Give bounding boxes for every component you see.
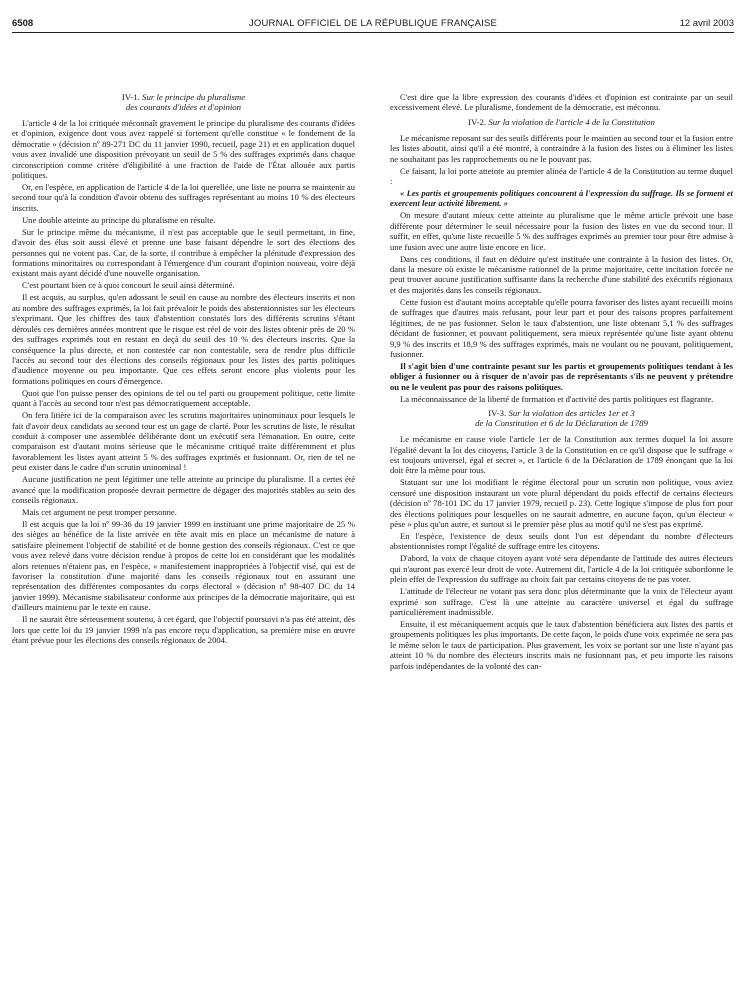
constitution-quote: « Les partis et groupements politiques concourent à l'expression du suffrage. Ils se forment et exercent leur activité librement. » <box>390 188 733 209</box>
page-number: 6508 <box>12 18 34 29</box>
paragraph: Ensuite, il est mécaniquement acquis que le taux d'abstention bénéficiera aux listes des partis et groupements politiques les plus importants. De cette façon, le poids d'une voix exprimée ne sera pas le même selon le taux de participation. Plus gravement, les voix se portant sur une liste n'ayant pas atteint 10 % du nombre des électeurs inscrits mais ne fusionnant pas, et peu importe les raisons parfois indépendantes de la volonté des can- <box>390 619 733 671</box>
heading-line: des courants d'idées et d'opinion <box>125 102 242 112</box>
journal-title: JOURNAL OFFICIEL DE LA RÉPUBLIQUE FRANÇAISE <box>248 18 498 29</box>
paragraph: Le mécanisme reposant sur des seuils différents pour le maintien au second tour et la fusion entre les listes aboutit, ainsi qu'il a été montré, à contraindre à la fusion des listes ou à éliminer les listes ne souhaitant pas les rapprochements ou ne le pouvant pas. <box>390 132 733 164</box>
issue-date: 12 avril 2003 <box>679 18 734 29</box>
section-heading-iv-2 <box>390 117 733 127</box>
paragraph: Sur le principe même du mécanisme, il n'est pas acceptable que le seuil permettant, in fine, d'avoir des élus soit aussi élevé et prenne une base faisant dépendre le sort des élections des personnes qui ne votent pas. Car, de la sorte, il contribue à empêcher la plénitude d'expression des formations minoritaires ou correspondant à l'émergence d'un courant d'opinion nouveau, voire déjà existant mais ayant décidé d'une nouvelle organisation. <box>12 226 355 279</box>
right-column <box>390 92 733 987</box>
heading-line: de la Constitution et 6 de la Déclaration de 1789 <box>475 418 648 429</box>
paragraph: Mais cet argument ne peut tromper personne. <box>22 506 177 517</box>
paragraph: Cette fusion est d'autant moins acceptable qu'elle pourra favoriser des listes ayant recueilli moins de suffrages que d'autres mais refusant, pour leur part et pour des raisons propres parfaitement légitimes, de ne pas fusionner. Selon le taux d'abstention, une liste obtenant 5,1 % des suffrages décidant de fusionner, et pouvant politiquement, sera mieux représentée qu'une liste ayant obtenu 9,9 % des inscrits et 18,9 % des suffrages exprimés, mais ne voulant ou ne pouvant, politiquement, fusionner. <box>390 296 733 359</box>
paragraph: C'est pourtant bien ce à quoi concourt le seuil ainsi déterminé. <box>22 280 235 291</box>
header-rule <box>12 32 734 33</box>
paragraph: D'abord, la voix de chaque citoyen ayant voté sera dépendante de l'attitude des autres électeurs qui n'auront pas exercé leur droit de vote. Autrement dit, l'article 4 de la loi critiquée subordonne le plein effet de l'expression du suffrage au choix fait par certains citoyens de ne pas voter. <box>390 553 733 585</box>
paragraph: Or, en l'espèce, en application de l'article 4 de la loi querellée, une liste ne pourra se maintenir au second tour qu'à la condition d'avoir obtenu des suffrages représentant au moins 10 % des électeurs inscrits. <box>12 182 355 213</box>
heading-number: IV-2. <box>468 116 487 127</box>
left-column <box>12 88 355 983</box>
paragraph: On mesure d'autant mieux cette atteinte au pluralisme que le même article prévoit une base différente pour déterminer le seuil nécessaire pour la fusion des listes en vue du second tour. Il suffit, en effet, qu'une liste recueille 5 % des suffrages exprimés au premier tour pour être admise à une fusion avec une autre liste encore en lice. <box>390 210 733 252</box>
paragraph: C'est dire que la libre expression des courants d'idées et d'opinion est contrainte par un seuil excessivement élevé. Le pluralisme, fondement de la démocratie, est méconnu. <box>390 92 733 113</box>
paragraph: Quoi que l'on puisse penser des opinions de tel ou tel parti ou groupement politique, cette limite quant à l'accès au second tour n'est pas démocratiquement acceptable. <box>12 387 355 409</box>
paragraph: La méconnaissance de la liberté de formation et d'activité des partis politiques est flagrante. <box>400 393 714 404</box>
paragraph: Dans ces conditions, il faut en déduire qu'est instituée une contrainte à la fusion des listes. Or, dans la mesure où existe le mécanisme rationnel de la prime majoritaire, cette incitation forcée ne peut trouver aucune justification suffisante dans la recherche d'une stabilité des exécutifs régionaux et des majorités dans les conseils régionaux. <box>390 253 733 295</box>
paragraph: Il est acquis, au surplus, qu'en adossant le seuil en cause au nombre des électeurs inscrits et non au nombre des suffrages exprimés, la loi fait prévaloir le poids des abstentionnistes sur les électeurs s'exprimant. Que les chiffres des taux d'abstention constatés lors des différents scrutins s'étant déroulés ces dernières années montrent que le risque est réel de voir des listes obtenir près de 20 % des suffrages exprimés tout en restant en deçà du seuil des 10 % des électeurs inscrits. Que la conséquence la plus directe, et non contestée car non contestable, sera de rendre plus difficile l'accès au second tour des élections des conseils régionaux pour les listes des partis politiques d'audience moyenne ou peu importante. Que ces effets seront encore plus violents pour les formations politiques en cours d'émergence. <box>12 292 355 386</box>
paragraph: On fera litière ici de la comparaison avec les scrutins majoritaires uninominaux pour lesquels le fait d'avoir deux candidats au second tour est un gage de clarté. Pour les scrutins de liste, le résultat conduit à composer une assemblée délibérante dont un exécutif sera l'émanation. En outre, cette comparaison est d'autant moins sérieuse que le mécanisme critiqué traite différemment et plus favorablement les listes ayant atteint 5 % des suffrages exprimés et fusionnant. Or, rien de tel ne peut exister dans le cadre d'un scrutin uninominal ! <box>12 410 355 473</box>
paragraph: Statuant sur une loi modifiant le régime électoral pour un scrutin non politique, vous aviez censuré une disposition instaurant un vote plural dépendant du poids effectif de certains électeurs (décision nº 78-101 DC du 17 janvier 1979, recueil p. 23). Cette logique s'impose de plus fort pour des élections politiques pour lesquelles on ne saurait admettre, en aucune façon, qu'un électeur « pèse » plus qu'un autre, et surtout si le premier pèse plus au motif qu'il ne s'est pas exprimé. <box>390 477 733 529</box>
paragraph: Ce faisant, la loi porte atteinte au premier alinéa de l'article 4 de la Constitution au terme duquel : <box>390 165 733 187</box>
bold-paragraph: Il s'agit bien d'une contrainte pesant sur les partis et groupements politiques tendant à les obliger à fusionner ou à risquer de n'avoir pas de représentants s'ils ne peuvent y prétendre ou ne le veulent pas pour des raisons politiques. <box>390 360 733 392</box>
heading-number: IV-1. <box>121 92 140 102</box>
paragraph: L'attitude de l'électeur ne votant pas sera donc plus déterminante que la voix de l'électeur ayant exprimé son suffrage. C'est là une atteinte au caractère universel et égal du suffrage particulièrement inadmissible. <box>390 586 733 617</box>
paragraph: Il est acquis que la loi nº 99-36 du 19 janvier 1999 en instituant une prime majoritaire de 25 % des sièges au bénéfice de la liste arrivée en tête avait mis en place un mécanisme de nature à satisfaire pleinement l'objectif de stabilité et de bonne gestion des conseils régionaux. C'est ce que vous avez relevé dans votre décision rendue à propos de cette loi en considérant que les modalités alors retenues n'étaient pas, en l'espèce, « manifestement inappropriées à l'objectif visé, qui est de favoriser la constitution d'une majorité dans les conseils régionaux tout en assurant une représentation des différentes composantes du corps électoral » (décision nº 98-407 DC du 14 janvier 1999). Mécanisme stabilisateur conforme aux principes de la démocratie majoritaire, qui est d'ailleurs maintenu par le texte en cause. <box>12 518 355 613</box>
heading-line: Sur le principe du pluralisme <box>142 92 246 102</box>
paragraph: Une double atteinte au principe du pluralisme en résulte. <box>22 214 216 225</box>
paragraph: En l'espèce, l'existence de deux seuils dont l'un est dépendant du nombre d'électeurs abstentionnistes rompt l'égalité de suffrage entre les citoyens. <box>390 530 733 552</box>
paragraph: Le mécanisme en cause viole l'article 1er de la Constitution aux termes duquel la loi assure l'égalité devant la loi des citoyens, l'article 3 de la Constitution en ce qu'il dispose que le suffrage « est toujours universel, égal et secret », et l'article 6 de la Déclaration de 1789 énonçant que la loi doit être la même pour tous. <box>390 434 733 476</box>
heading-number: IV-3. <box>488 408 507 419</box>
paragraph: L'article 4 de la loi critiquée méconnaît gravement le principe du pluralisme des courants d'idées et d'opinion, exigence dont vous avez rappelé si fortement qu'elle constitue « le fondement de la démocratie » (décision nº 89-271 DC du 11 janvier 1990, recueil, page 21) et en application duquel vous avez invalidé une disposition prévoyant un seuil de 5 % des suffrages exprimés dans chaque circonscription comme critère d'éligibilité à une fraction de l'aide de l'État allouée aux partis politiques. <box>12 118 355 181</box>
section-heading-iv-1 <box>12 92 355 112</box>
paragraph: Il ne saurait être sérieusement soutenu, à cet égard, que l'objectif poursuivi n'a pas été atteint, dès lors que cette loi du 19 janvier 1999 n'a pas encore reçu d'application, sa première mise en œuvre étant prévue pour les élections des conseils régionaux de 2004. <box>12 614 355 646</box>
paragraph: Aucune justification ne peut légitimer une telle atteinte au principe du pluralisme. Il a certes été avancé que la modification proposée devrait permettre de dégager des majorités stables au sein des conseils régionaux. <box>12 474 355 505</box>
section-heading-iv-3 <box>390 408 733 428</box>
heading-line: Sur la violation de l'article 4 de la Constitution <box>488 116 655 127</box>
heading-line: Sur la violation des articles 1er et 3 <box>508 408 635 419</box>
